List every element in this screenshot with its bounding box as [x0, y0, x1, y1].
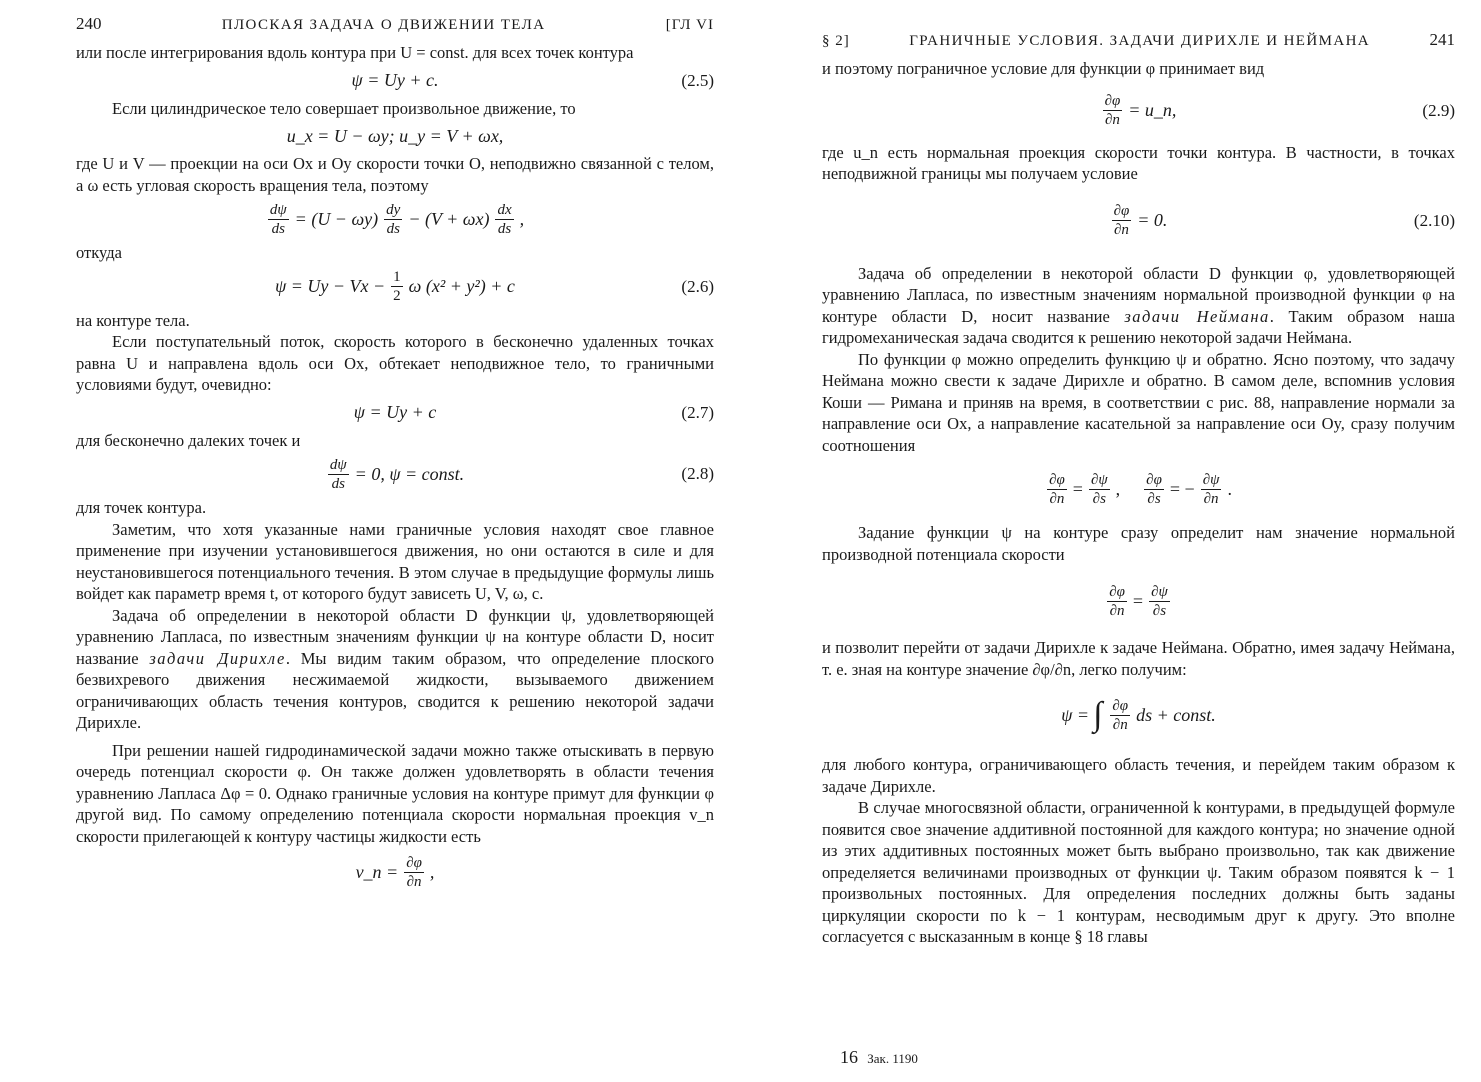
left-running-header: [76, 14, 714, 34]
paragraph: Задание функции ψ на контуре сразу определит нам значение нормальной производной потенциала скорости: [822, 523, 1455, 564]
equation-2-5: ψ = Uy + c. (2.5): [351, 70, 714, 90]
paragraph: для любого контура, ограничивающего область течения, и перейдем таким образом к задаче Дирихле.: [822, 755, 1455, 796]
paragraph-dirichlet: Задача об определении в некоторой области D функции ψ, удовлетворяющей уравнению Лапласа, по известным значениям функции ψ на контуре области D, носит название задачи Дирихле. Мы видим таким образом, что определение плоского безвихревого движения несжимаемой жидкости, вызываемого движением ограничивающих область течения контуров, сводится к решению некоторой задачи Дирихле.: [76, 605, 714, 732]
paragraph-neumann: Задача об определении в некоторой области D функции φ, удовлетворяющей уравнению Лапласа, по известным значениям нормальной производной функции φ на контуре области D, носит название задачи Неймана. Таким образом наша гидромеханическая задача сводится к решению некоторой задачи Неймана.: [822, 263, 1455, 347]
fraction: $\frac{\partial\psi}{\partial s}$: [1151, 583, 1168, 619]
fraction: $\frac{\partial\psi}{\partial s}$: [1090, 471, 1108, 507]
paragraph: где u_n есть нормальная проекция скорости точки контура. В частности, в точках неподвижной границы мы получаем условие: [822, 142, 1455, 183]
equation-2-7: ψ = Uy + c (2.7): [353, 402, 714, 422]
running-title: ГРАНИЧНЫЕ УСЛОВИЯ. ЗАДАЧИ ДИРИХЛЕ И НЕЙМАНА: [909, 33, 1371, 49]
section-label: § 2]: [822, 33, 850, 49]
running-title: ПЛОСКАЯ ЗАДАЧА О ДВИЖЕНИИ ТЕЛА: [221, 17, 546, 33]
fraction: $\frac{\partial\varphi}{\partial n}$: [1112, 697, 1129, 733]
equation-number: (2.5): [681, 70, 714, 90]
fraction: $\frac{\partial\psi}{\partial n}$: [1202, 471, 1220, 507]
left-page: [0, 0, 740, 1082]
right-page: [740, 0, 1481, 1082]
term-neumann: задачи Неймана: [1124, 306, 1270, 326]
printer-signature: [840, 1047, 918, 1068]
integral-sign: ∫: [1093, 696, 1103, 733]
fraction: $\frac{dy}{ds}$: [386, 201, 401, 237]
paragraph: и позволит перейти от задачи Дирихле к задаче Неймана. Обратно, имея задачу Неймана, т. е. зная на контуре значение ∂φ/∂n, легко получим:: [822, 638, 1455, 679]
equation-integral: ψ = ∫ $\frac{\partial\varphi}{\partial n}$ ds + const.: [1061, 696, 1216, 733]
order-number: Зак. 1190: [867, 1051, 918, 1066]
fraction: $\frac{\partial\varphi}{\partial n}$: [1109, 583, 1125, 619]
equation-2-10: $\frac{\partial\varphi}{\partial n}$ = 0. (2.10): [1113, 203, 1455, 238]
paragraph: или после интегрирования вдоль контура при U = const. для всех точек контура: [76, 43, 634, 62]
equation-dpsi-ds: $\frac{d\psi}{ds}$ = (U − ωy) $\frac{dy}{ds}$ − (V + ωx) $\frac{dx}{ds}$ ,: [269, 201, 525, 237]
paragraph: для бесконечно далеких точек и: [76, 430, 301, 450]
paragraph: По функции φ можно определить функцию ψ и обратно. Ясно поэтому, что задачу Неймана можно свести к задаче Дирихле и обратно. В самом деле, вспомнив условия Коши — Римана и приняв на время, в соответствии с рис. 88, направление нормали за направление оси Ox, а направление касательной за направление оси Oy, сразу получим соотношения: [822, 349, 1455, 455]
paragraph: Если цилиндрическое тело совершает произвольное движение, то: [112, 98, 576, 118]
paragraph: В случае многосвязной области, ограниченной k контурами, в предыдущей формуле появится свое значение аддитивной постоянной для каждого контура; но значение одной из этих аддитивных постоянных может быть выбрано произвольно, так как движение определяется величинами производных от функции ψ. Таким образом появятся k − 1 произвольных постоянных. Для определения последних должны быть заданы циркуляции скорости по k − 1 контурам, несводимым друг к другу. Это вполне согласуется с высказанным в конце § 18 главы: [822, 798, 1455, 946]
fraction: $\frac{d\psi}{ds}$: [329, 456, 347, 492]
equation-2-6: ψ = Uy − Vx − $\frac{1}{2}$ ω (x² + y²) + c (2.6): [275, 269, 714, 304]
equation-number: (2.10): [1413, 210, 1455, 230]
term-dirichlet: задачи Дирихле: [149, 648, 286, 668]
equation-number: (2.8): [681, 464, 714, 483]
equation-cauchy-riemann: $\frac{\partial\varphi}{\partial n}$ = $\frac{\partial\psi}{\partial s}$ , $\frac{\partial\varphi}{\partial s}$ = − $\frac{\partial\psi}{\partial n}$ .: [1049, 471, 1232, 507]
paragraph: где U и V — проекции на оси Ox и Oy скорости точки O, неподвижно связанной с телом, а ω есть угловая скорость вращения тела, поэтому: [76, 154, 714, 195]
paragraph: Заметим, что хотя указанные нами граничные условия находят свое главное применение при изучении установившегося движения, но они остаются в силе и для неустановившегося потенциального течения. В этом случае в предыдущие формулы лишь войдет как параметр время t, от которого будут зависеть U, V, ω, c.: [76, 519, 714, 603]
equation-2-8: $\frac{d\psi}{ds}$ = 0, ψ = const. (2.8): [329, 456, 714, 492]
equation-2-9: $\frac{\partial\varphi}{\partial n}$ = u_n, (2.9): [1104, 93, 1455, 128]
equation-vn: v_n = $\frac{\partial\varphi}{\partial n}$ ,: [355, 854, 435, 890]
fraction: $\frac{dx}{ds}$: [497, 201, 512, 237]
chapter-label: [ГЛ VI: [665, 17, 714, 33]
paragraph: на контуре тела.: [76, 310, 190, 330]
fraction: $\frac{\partial\varphi}{\partial n}$: [1104, 93, 1121, 128]
page-number: 241: [1429, 30, 1455, 49]
fraction: $\frac{\partial\varphi}{\partial n}$: [1049, 471, 1065, 507]
paragraph: При решении нашей гидродинамической задачи можно также отыскивать в первую очередь потенциал скорости φ. Он также должен удовлетворять в области течения уравнению Лапласа Δφ = 0. Однако граничные условия на контуре примут для функции φ другой вид. По самому определению потенциала скорости нормальная проекция v_n скорости прилегающей к контуру частицы жидкости есть: [76, 740, 714, 846]
fraction: $\frac{\partial\varphi}{\partial s}$: [1146, 471, 1162, 507]
equation-number: (2.7): [681, 402, 714, 422]
equation-number: (2.6): [681, 276, 714, 296]
paragraph: для точек контура.: [76, 498, 207, 517]
fraction: $\frac{\partial\varphi}{\partial n}$: [406, 854, 422, 890]
paragraph: и поэтому пограничное условие для функции φ принимает вид: [822, 59, 1265, 78]
equation-velocity: u_x = U − ωy; u_y = V + ωx,: [286, 125, 504, 146]
right-running-header: [822, 30, 1455, 50]
fraction: $\frac{\partial\varphi}{\partial n}$: [1113, 203, 1130, 238]
fraction: $\frac{1}{2}$: [393, 269, 401, 304]
paragraph: откуда: [76, 243, 122, 262]
signature-number: 16: [840, 1047, 858, 1067]
equation-normal-potential: $\frac{\partial\varphi}{\partial n}$ = $\frac{\partial\psi}{\partial s}$: [1109, 583, 1168, 619]
fraction: $\frac{d\psi}{ds}$: [269, 201, 287, 237]
equation-number: (2.9): [1422, 100, 1455, 120]
paragraph: Если поступательный поток, скорость которого в бесконечно удаленных точках равна U и направлена вдоль оси Ox, обтекает неподвижное тело, то граничными условиями будут, очевидно:: [76, 332, 714, 394]
page-number: 240: [76, 14, 102, 33]
